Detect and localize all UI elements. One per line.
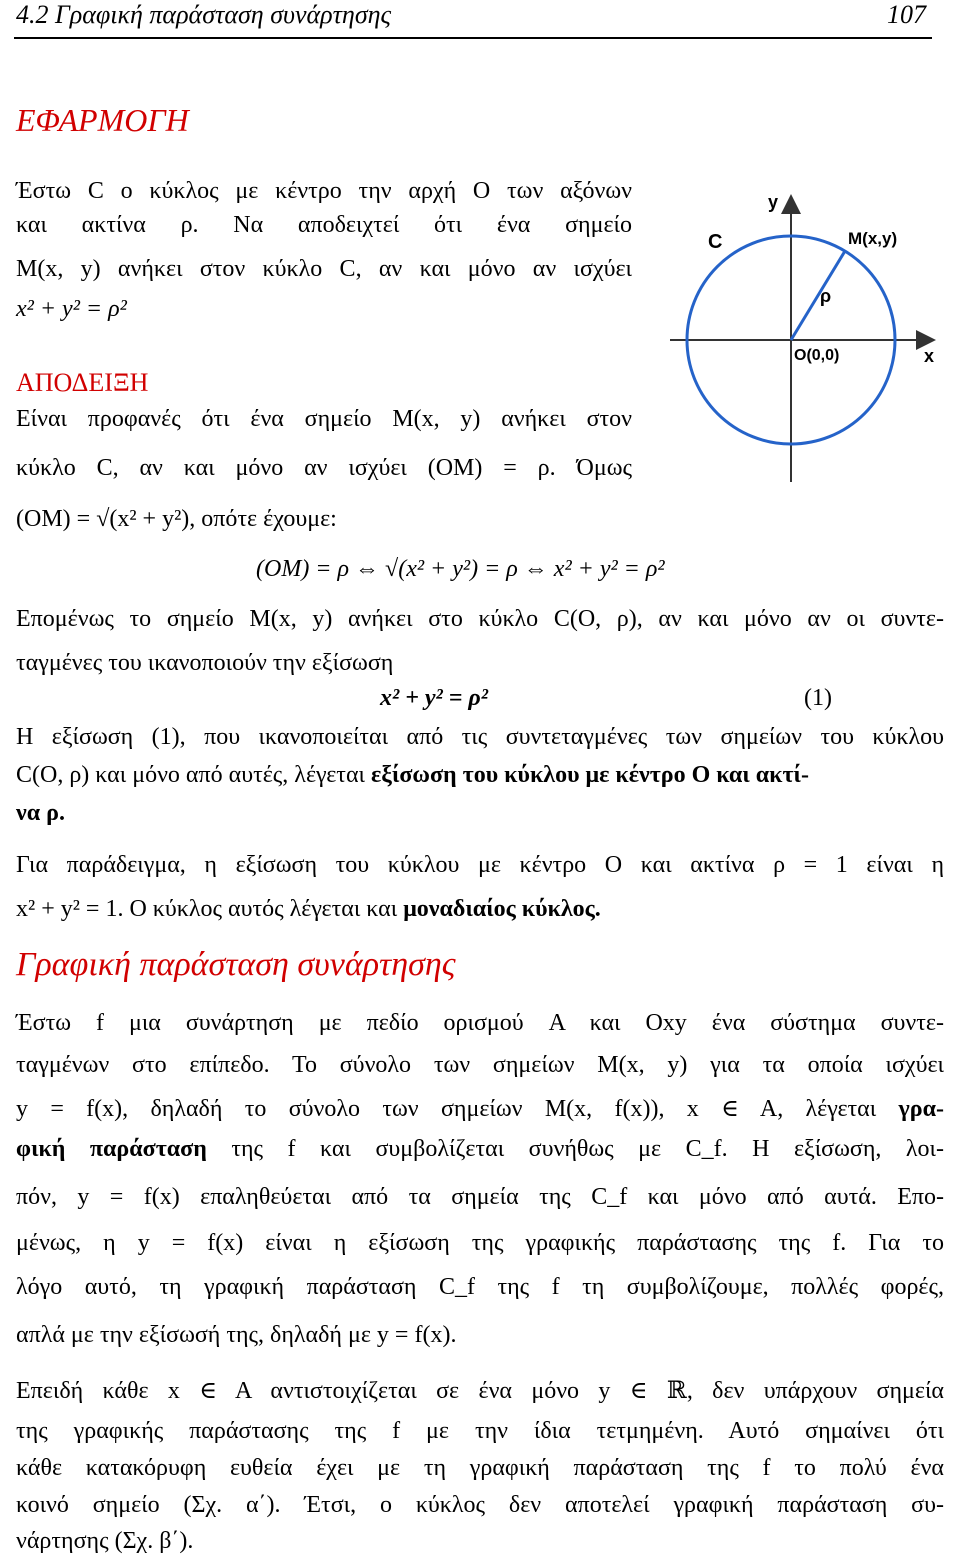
section-p1-line-6: μένως, η y = f(x) είναι η εξίσωση της γραφικής παράστασης της f. Για το — [16, 1230, 944, 1256]
proof-line-4: Επομένως το σημείο M(x, y) ανήκει στο κύκλο C(O, ρ), αν και μόνο αν οι συντε- — [16, 606, 944, 632]
unit-circle-term: μοναδιαίος κύκλος. — [403, 896, 601, 922]
section-p1-line-2: ταγμένων στο επίπεδο. Το σύνολο των σημείων M(x, y) για τα οποία ισχύει — [16, 1052, 945, 1078]
statement-line-3: M(x, y) ανήκει στον κύκλο C, αν και μόνο αν ισχύει — [16, 256, 632, 282]
section-p1-line-3-text: y = f(x), δηλαδή το σύνολο των σημείων M(x, f(x)), x ∈ A, λέγεται — [16, 1096, 877, 1122]
label-O: O(0,0) — [794, 347, 840, 364]
proof-line-10-text: x² + y² = 1. O κύκλος αυτός λέγεται και — [16, 896, 398, 922]
proof-line-3: (OM) = √(x² + y²), οπότε έχουμε: — [16, 506, 337, 532]
running-header-title: 4.2 Γραφική παράσταση συνάρτησης — [16, 0, 392, 29]
application-heading: ΕΦΑΡΜΟΓΗ — [16, 102, 189, 138]
proof-line-7-text: C(O, ρ) και μόνο από αυτές, λέγεται — [16, 762, 365, 788]
section-p2-line-4: κοινό σημείο (Σχ. α΄). Έτσι, ο κύκλος δεν αποτελεί γραφική παράσταση συ- — [16, 1492, 944, 1518]
header-rule — [14, 37, 932, 39]
circle-equation-term: εξίσωση του κύκλου με κέντρο O και ακτί- — [370, 762, 809, 788]
section-p1-line-5: πόν, y = f(x) επαληθεύεται από τα σημεία της C_f και μόνο από αυτά. Επο- — [16, 1184, 944, 1210]
graph-term-part-1: γρα- — [898, 1096, 944, 1122]
radius-OM — [791, 251, 845, 340]
section-heading: Γραφική παράσταση συνάρτησης — [16, 946, 456, 983]
proof-derivation: (OM) = ρ ⇔ √(x² + y²) = ρ ⇔ x² + y² = ρ² — [256, 556, 665, 582]
proof-line-6: Η εξίσωση (1), που ικανοποιείται από τις συντεταγμένες των σημείων του κύκλου — [16, 724, 944, 750]
statement-equation: x² + y² = ρ² — [16, 296, 127, 322]
section-p2-line-3: κάθε κατακόρυφη ευθεία έχει με τη γραφική παράσταση της f το πολύ ένα — [16, 1455, 944, 1481]
proof-line-9: Για παράδειγμα, η εξίσωση του κύκλου με κέντρο O και ακτίνα ρ = 1 είναι η — [16, 852, 944, 878]
section-p1-line-4-text: της f και συμβολίζεται συνήθως με C_f. Η εξίσωση, λοι- — [231, 1136, 944, 1162]
statement-line-1: Έστω C ο κύκλος με κέντρο την αρχή O των αξόνων — [16, 178, 632, 204]
proof-line-1: Είναι προφανές ότι ένα σημείο M(x, y) ανήκει στον — [16, 406, 632, 432]
section-p2-line-1: Επειδή κάθε x ∈ A αντιστοιχίζεται σε ένα μόνο y ∈ ℝ, δεν υπάρχουν σημεία — [16, 1378, 944, 1404]
section-p2-line-5: νάρτησης (Σχ. β΄). — [16, 1528, 194, 1554]
section-p1-line-8: απλά με την εξίσωσή της, δηλαδή με y = f(x). — [16, 1322, 457, 1348]
section-p1-line-3 — [16, 1094, 944, 1123]
equation-1: x² + y² = ρ² — [380, 685, 488, 711]
proof-line-10 — [16, 896, 601, 923]
section-p2-line-2: της γραφικής παράστασης της f με την ίδια τετμημένη. Αυτό σημαίνει ότι — [16, 1418, 944, 1444]
proof-line-2: κύκλο C, αν και μόνο αν ισχύει (OM) = ρ. Όμως — [16, 455, 632, 481]
label-y: y — [768, 192, 779, 212]
section-p1-line-4 — [16, 1136, 944, 1163]
label-x: x — [924, 346, 935, 366]
section-p1-line-7: λόγο αυτό, τη γραφική παράσταση C_f της f τη συμβολίζουμε, πολλές φορές, — [16, 1274, 944, 1300]
statement-line-2: και ακτίνα ρ. Να αποδειχτεί ότι ένα σημείο — [16, 212, 632, 238]
proof-line-7 — [16, 762, 809, 789]
proof-line-5: ταγμένες του ικανοποιούν την εξίσωση — [16, 650, 394, 676]
section-p1-line-1: Έστω f μια συνάρτηση με πεδίο ορισμού A και Oxy ένα σύστημα συντε- — [16, 1010, 944, 1036]
equation-1-label: (1) — [804, 685, 832, 711]
label-rho: ρ — [820, 286, 832, 306]
label-C: C — [708, 231, 723, 253]
graph-term-part-2: φική παράσταση — [16, 1136, 207, 1162]
label-M: M(x,y) — [848, 229, 898, 248]
proof-heading: ΑΠΟΔΕΙΞΗ — [16, 368, 149, 397]
proof-line-8: να ρ. — [16, 800, 65, 826]
circle-figure — [660, 180, 950, 490]
page-number: 107 — [887, 0, 926, 29]
